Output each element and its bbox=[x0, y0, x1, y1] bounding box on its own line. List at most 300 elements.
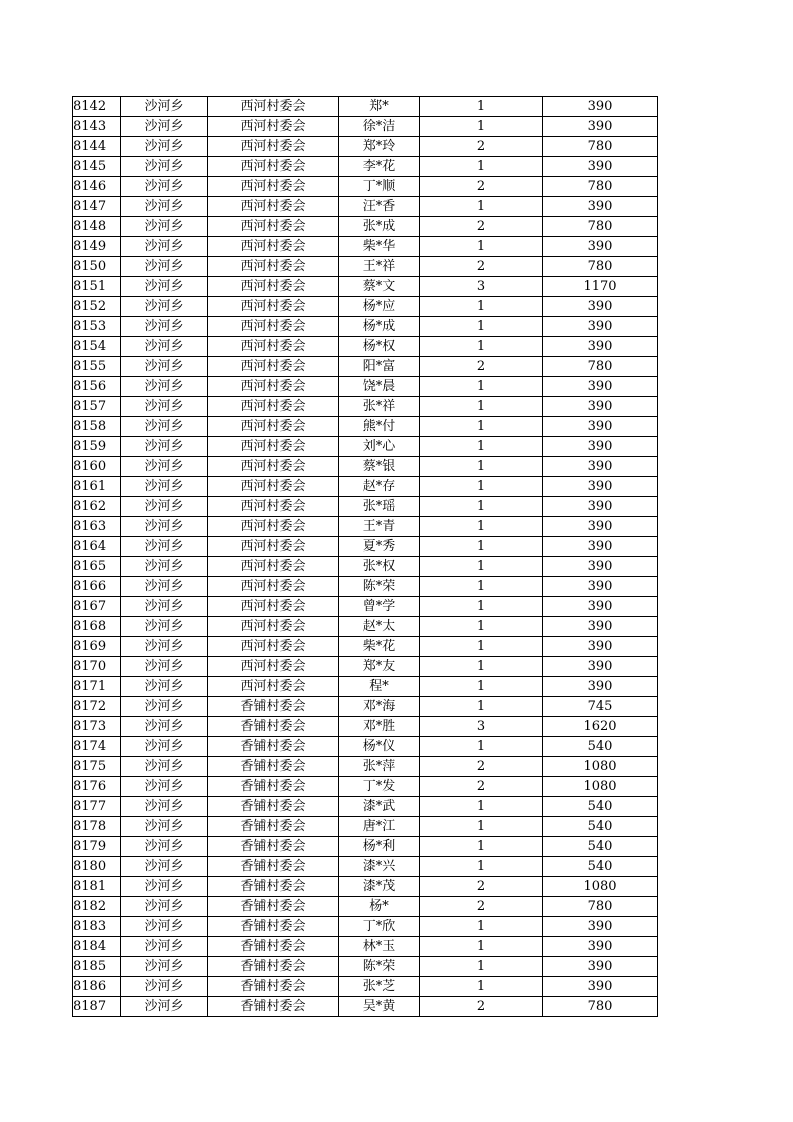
person-name-cell: 郑*玲 bbox=[339, 137, 420, 157]
amount-cell: 390 bbox=[543, 437, 658, 457]
person-name-cell: 漆*武 bbox=[339, 797, 420, 817]
village-committee-cell: 西河村委会 bbox=[208, 417, 339, 437]
township-cell: 沙河乡 bbox=[121, 97, 208, 117]
village-committee-cell: 香铺村委会 bbox=[208, 917, 339, 937]
village-committee-cell: 香铺村委会 bbox=[208, 837, 339, 857]
amount-cell: 540 bbox=[543, 857, 658, 877]
household-count-cell: 1 bbox=[420, 657, 543, 677]
person-name-cell: 刘*心 bbox=[339, 437, 420, 457]
township-cell: 沙河乡 bbox=[121, 217, 208, 237]
table-row bbox=[73, 597, 658, 617]
table-row bbox=[73, 917, 658, 937]
record-id-cell: 8143 bbox=[73, 117, 121, 137]
person-name-cell: 柴*华 bbox=[339, 237, 420, 257]
township-cell: 沙河乡 bbox=[121, 277, 208, 297]
record-id-cell: 8162 bbox=[73, 497, 121, 517]
table-row bbox=[73, 677, 658, 697]
township-cell: 沙河乡 bbox=[121, 317, 208, 337]
record-id-cell: 8183 bbox=[73, 917, 121, 937]
record-id-cell: 8150 bbox=[73, 257, 121, 277]
household-count-cell: 2 bbox=[420, 357, 543, 377]
table-row bbox=[73, 977, 658, 997]
village-committee-cell: 香铺村委会 bbox=[208, 757, 339, 777]
amount-cell: 540 bbox=[543, 817, 658, 837]
township-cell: 沙河乡 bbox=[121, 617, 208, 637]
household-count-cell: 1 bbox=[420, 477, 543, 497]
amount-cell: 390 bbox=[543, 117, 658, 137]
table-row bbox=[73, 757, 658, 777]
household-count-cell: 1 bbox=[420, 377, 543, 397]
village-committee-cell: 西河村委会 bbox=[208, 537, 339, 557]
person-name-cell: 汪*香 bbox=[339, 197, 420, 217]
household-count-cell: 1 bbox=[420, 697, 543, 717]
village-committee-cell: 西河村委会 bbox=[208, 297, 339, 317]
village-committee-cell: 西河村委会 bbox=[208, 617, 339, 637]
amount-cell: 390 bbox=[543, 157, 658, 177]
township-cell: 沙河乡 bbox=[121, 157, 208, 177]
village-committee-cell: 西河村委会 bbox=[208, 137, 339, 157]
household-count-cell: 1 bbox=[420, 117, 543, 137]
amount-cell: 390 bbox=[543, 597, 658, 617]
household-count-cell: 2 bbox=[420, 257, 543, 277]
record-id-cell: 8184 bbox=[73, 937, 121, 957]
record-id-cell: 8176 bbox=[73, 777, 121, 797]
person-name-cell: 张*萍 bbox=[339, 757, 420, 777]
township-cell: 沙河乡 bbox=[121, 297, 208, 317]
amount-cell: 390 bbox=[543, 937, 658, 957]
household-count-cell: 1 bbox=[420, 157, 543, 177]
person-name-cell: 王*青 bbox=[339, 517, 420, 537]
household-count-cell: 2 bbox=[420, 177, 543, 197]
household-count-cell: 1 bbox=[420, 297, 543, 317]
amount-cell: 780 bbox=[543, 997, 658, 1017]
village-committee-cell: 香铺村委会 bbox=[208, 777, 339, 797]
table-row bbox=[73, 157, 658, 177]
person-name-cell: 夏*秀 bbox=[339, 537, 420, 557]
township-cell: 沙河乡 bbox=[121, 237, 208, 257]
amount-cell: 390 bbox=[543, 377, 658, 397]
township-cell: 沙河乡 bbox=[121, 437, 208, 457]
person-name-cell: 郑* bbox=[339, 97, 420, 117]
amount-cell: 390 bbox=[543, 617, 658, 637]
table-row bbox=[73, 337, 658, 357]
township-cell: 沙河乡 bbox=[121, 457, 208, 477]
amount-cell: 390 bbox=[543, 977, 658, 997]
household-count-cell: 1 bbox=[420, 417, 543, 437]
amount-cell: 1620 bbox=[543, 717, 658, 737]
household-count-cell: 1 bbox=[420, 977, 543, 997]
table-row bbox=[73, 217, 658, 237]
table-row bbox=[73, 197, 658, 217]
village-committee-cell: 西河村委会 bbox=[208, 457, 339, 477]
amount-cell: 390 bbox=[543, 577, 658, 597]
amount-cell: 780 bbox=[543, 897, 658, 917]
household-count-cell: 1 bbox=[420, 637, 543, 657]
table-row bbox=[73, 997, 658, 1017]
amount-cell: 540 bbox=[543, 737, 658, 757]
township-cell: 沙河乡 bbox=[121, 737, 208, 757]
person-name-cell: 曾*学 bbox=[339, 597, 420, 617]
record-id-cell: 8164 bbox=[73, 537, 121, 557]
record-id-cell: 8171 bbox=[73, 677, 121, 697]
record-id-cell: 8159 bbox=[73, 437, 121, 457]
record-id-cell: 8177 bbox=[73, 797, 121, 817]
person-name-cell: 丁*发 bbox=[339, 777, 420, 797]
village-committee-cell: 西河村委会 bbox=[208, 497, 339, 517]
household-count-cell: 1 bbox=[420, 597, 543, 617]
village-committee-cell: 西河村委会 bbox=[208, 657, 339, 677]
township-cell: 沙河乡 bbox=[121, 517, 208, 537]
table-row bbox=[73, 937, 658, 957]
township-cell: 沙河乡 bbox=[121, 177, 208, 197]
table-row bbox=[73, 377, 658, 397]
village-committee-cell: 西河村委会 bbox=[208, 177, 339, 197]
amount-cell: 390 bbox=[543, 97, 658, 117]
person-name-cell: 阳*富 bbox=[339, 357, 420, 377]
person-name-cell: 漆*茂 bbox=[339, 877, 420, 897]
household-count-cell: 1 bbox=[420, 97, 543, 117]
village-committee-cell: 西河村委会 bbox=[208, 637, 339, 657]
village-committee-cell: 香铺村委会 bbox=[208, 817, 339, 837]
household-count-cell: 2 bbox=[420, 997, 543, 1017]
village-committee-cell: 西河村委会 bbox=[208, 257, 339, 277]
village-committee-cell: 西河村委会 bbox=[208, 117, 339, 137]
village-committee-cell: 香铺村委会 bbox=[208, 857, 339, 877]
person-name-cell: 杨*成 bbox=[339, 317, 420, 337]
record-id-cell: 8163 bbox=[73, 517, 121, 537]
village-committee-cell: 香铺村委会 bbox=[208, 977, 339, 997]
record-id-cell: 8186 bbox=[73, 977, 121, 997]
person-name-cell: 丁*顺 bbox=[339, 177, 420, 197]
record-id-cell: 8146 bbox=[73, 177, 121, 197]
township-cell: 沙河乡 bbox=[121, 557, 208, 577]
village-committee-cell: 西河村委会 bbox=[208, 397, 339, 417]
village-committee-cell: 西河村委会 bbox=[208, 357, 339, 377]
table-row bbox=[73, 577, 658, 597]
person-name-cell: 赵*太 bbox=[339, 617, 420, 637]
records-table bbox=[72, 96, 658, 1017]
household-count-cell: 1 bbox=[420, 497, 543, 517]
record-id-cell: 8142 bbox=[73, 97, 121, 117]
person-name-cell: 程* bbox=[339, 677, 420, 697]
amount-cell: 745 bbox=[543, 697, 658, 717]
township-cell: 沙河乡 bbox=[121, 397, 208, 417]
household-count-cell: 2 bbox=[420, 217, 543, 237]
household-count-cell: 1 bbox=[420, 337, 543, 357]
township-cell: 沙河乡 bbox=[121, 597, 208, 617]
record-id-cell: 8160 bbox=[73, 457, 121, 477]
household-count-cell: 2 bbox=[420, 137, 543, 157]
person-name-cell: 杨*权 bbox=[339, 337, 420, 357]
table-row bbox=[73, 797, 658, 817]
amount-cell: 540 bbox=[543, 797, 658, 817]
amount-cell: 540 bbox=[543, 837, 658, 857]
person-name-cell: 漆*兴 bbox=[339, 857, 420, 877]
record-id-cell: 8155 bbox=[73, 357, 121, 377]
table-row bbox=[73, 737, 658, 757]
amount-cell: 1170 bbox=[543, 277, 658, 297]
village-committee-cell: 香铺村委会 bbox=[208, 737, 339, 757]
person-name-cell: 邓*胜 bbox=[339, 717, 420, 737]
household-count-cell: 1 bbox=[420, 737, 543, 757]
township-cell: 沙河乡 bbox=[121, 577, 208, 597]
person-name-cell: 吴*黄 bbox=[339, 997, 420, 1017]
township-cell: 沙河乡 bbox=[121, 877, 208, 897]
person-name-cell: 陈*荣 bbox=[339, 577, 420, 597]
record-id-cell: 8187 bbox=[73, 997, 121, 1017]
township-cell: 沙河乡 bbox=[121, 797, 208, 817]
household-count-cell: 3 bbox=[420, 717, 543, 737]
township-cell: 沙河乡 bbox=[121, 137, 208, 157]
table-row bbox=[73, 97, 658, 117]
township-cell: 沙河乡 bbox=[121, 837, 208, 857]
person-name-cell: 唐*江 bbox=[339, 817, 420, 837]
record-id-cell: 8182 bbox=[73, 897, 121, 917]
household-count-cell: 3 bbox=[420, 277, 543, 297]
amount-cell: 390 bbox=[543, 457, 658, 477]
table-row bbox=[73, 817, 658, 837]
table-row bbox=[73, 317, 658, 337]
household-count-cell: 1 bbox=[420, 857, 543, 877]
village-committee-cell: 西河村委会 bbox=[208, 677, 339, 697]
household-count-cell: 1 bbox=[420, 817, 543, 837]
table-row bbox=[73, 257, 658, 277]
amount-cell: 780 bbox=[543, 217, 658, 237]
amount-cell: 390 bbox=[543, 197, 658, 217]
table-row bbox=[73, 617, 658, 637]
township-cell: 沙河乡 bbox=[121, 657, 208, 677]
township-cell: 沙河乡 bbox=[121, 977, 208, 997]
person-name-cell: 蔡*银 bbox=[339, 457, 420, 477]
household-count-cell: 1 bbox=[420, 917, 543, 937]
person-name-cell: 杨* bbox=[339, 897, 420, 917]
person-name-cell: 张*瑶 bbox=[339, 497, 420, 517]
record-id-cell: 8152 bbox=[73, 297, 121, 317]
village-committee-cell: 西河村委会 bbox=[208, 477, 339, 497]
township-cell: 沙河乡 bbox=[121, 817, 208, 837]
township-cell: 沙河乡 bbox=[121, 857, 208, 877]
person-name-cell: 张*祥 bbox=[339, 397, 420, 417]
household-count-cell: 2 bbox=[420, 777, 543, 797]
amount-cell: 390 bbox=[543, 557, 658, 577]
amount-cell: 390 bbox=[543, 337, 658, 357]
village-committee-cell: 西河村委会 bbox=[208, 237, 339, 257]
household-count-cell: 1 bbox=[420, 837, 543, 857]
township-cell: 沙河乡 bbox=[121, 337, 208, 357]
township-cell: 沙河乡 bbox=[121, 477, 208, 497]
household-count-cell: 1 bbox=[420, 237, 543, 257]
village-committee-cell: 西河村委会 bbox=[208, 317, 339, 337]
township-cell: 沙河乡 bbox=[121, 497, 208, 517]
record-id-cell: 8151 bbox=[73, 277, 121, 297]
village-committee-cell: 西河村委会 bbox=[208, 197, 339, 217]
table-row bbox=[73, 957, 658, 977]
table-row bbox=[73, 857, 658, 877]
township-cell: 沙河乡 bbox=[121, 117, 208, 137]
person-name-cell: 徐*洁 bbox=[339, 117, 420, 137]
household-count-cell: 1 bbox=[420, 437, 543, 457]
record-id-cell: 8167 bbox=[73, 597, 121, 617]
record-id-cell: 8147 bbox=[73, 197, 121, 217]
village-committee-cell: 西河村委会 bbox=[208, 557, 339, 577]
amount-cell: 390 bbox=[543, 237, 658, 257]
village-committee-cell: 香铺村委会 bbox=[208, 957, 339, 977]
household-count-cell: 1 bbox=[420, 457, 543, 477]
amount-cell: 390 bbox=[543, 517, 658, 537]
amount-cell: 1080 bbox=[543, 757, 658, 777]
record-id-cell: 8180 bbox=[73, 857, 121, 877]
township-cell: 沙河乡 bbox=[121, 357, 208, 377]
village-committee-cell: 香铺村委会 bbox=[208, 937, 339, 957]
amount-cell: 390 bbox=[543, 497, 658, 517]
person-name-cell: 张*芝 bbox=[339, 977, 420, 997]
village-committee-cell: 香铺村委会 bbox=[208, 797, 339, 817]
household-count-cell: 1 bbox=[420, 317, 543, 337]
table-row bbox=[73, 637, 658, 657]
table-row bbox=[73, 777, 658, 797]
person-name-cell: 杨*利 bbox=[339, 837, 420, 857]
person-name-cell: 蔡*文 bbox=[339, 277, 420, 297]
household-count-cell: 2 bbox=[420, 757, 543, 777]
record-id-cell: 8153 bbox=[73, 317, 121, 337]
record-id-cell: 8158 bbox=[73, 417, 121, 437]
village-committee-cell: 西河村委会 bbox=[208, 597, 339, 617]
table-row bbox=[73, 457, 658, 477]
record-id-cell: 8144 bbox=[73, 137, 121, 157]
record-id-cell: 8165 bbox=[73, 557, 121, 577]
village-committee-cell: 西河村委会 bbox=[208, 97, 339, 117]
person-name-cell: 丁*欣 bbox=[339, 917, 420, 937]
amount-cell: 390 bbox=[543, 957, 658, 977]
table-row bbox=[73, 177, 658, 197]
village-committee-cell: 西河村委会 bbox=[208, 277, 339, 297]
table-row bbox=[73, 137, 658, 157]
amount-cell: 780 bbox=[543, 137, 658, 157]
township-cell: 沙河乡 bbox=[121, 637, 208, 657]
record-id-cell: 8181 bbox=[73, 877, 121, 897]
person-name-cell: 陈*荣 bbox=[339, 957, 420, 977]
amount-cell: 390 bbox=[543, 917, 658, 937]
record-id-cell: 8145 bbox=[73, 157, 121, 177]
village-committee-cell: 香铺村委会 bbox=[208, 997, 339, 1017]
table-row bbox=[73, 837, 658, 857]
record-id-cell: 8157 bbox=[73, 397, 121, 417]
table-row bbox=[73, 417, 658, 437]
amount-cell: 780 bbox=[543, 357, 658, 377]
household-count-cell: 1 bbox=[420, 937, 543, 957]
record-id-cell: 8185 bbox=[73, 957, 121, 977]
township-cell: 沙河乡 bbox=[121, 377, 208, 397]
person-name-cell: 郑*友 bbox=[339, 657, 420, 677]
table-row bbox=[73, 537, 658, 557]
record-id-cell: 8170 bbox=[73, 657, 121, 677]
household-count-cell: 1 bbox=[420, 617, 543, 637]
record-id-cell: 8174 bbox=[73, 737, 121, 757]
village-committee-cell: 香铺村委会 bbox=[208, 897, 339, 917]
person-name-cell: 邓*海 bbox=[339, 697, 420, 717]
household-count-cell: 2 bbox=[420, 897, 543, 917]
amount-cell: 390 bbox=[543, 637, 658, 657]
amount-cell: 390 bbox=[543, 677, 658, 697]
village-committee-cell: 香铺村委会 bbox=[208, 877, 339, 897]
village-committee-cell: 西河村委会 bbox=[208, 157, 339, 177]
village-committee-cell: 西河村委会 bbox=[208, 577, 339, 597]
table-row bbox=[73, 657, 658, 677]
household-count-cell: 2 bbox=[420, 877, 543, 897]
person-name-cell: 杨*应 bbox=[339, 297, 420, 317]
table-row bbox=[73, 877, 658, 897]
village-committee-cell: 香铺村委会 bbox=[208, 717, 339, 737]
person-name-cell: 赵*存 bbox=[339, 477, 420, 497]
table-row bbox=[73, 277, 658, 297]
amount-cell: 390 bbox=[543, 297, 658, 317]
amount-cell: 390 bbox=[543, 657, 658, 677]
record-id-cell: 8169 bbox=[73, 637, 121, 657]
household-count-cell: 1 bbox=[420, 517, 543, 537]
village-committee-cell: 西河村委会 bbox=[208, 377, 339, 397]
record-id-cell: 8175 bbox=[73, 757, 121, 777]
person-name-cell: 林*玉 bbox=[339, 937, 420, 957]
table-row bbox=[73, 477, 658, 497]
table-row bbox=[73, 717, 658, 737]
household-count-cell: 1 bbox=[420, 797, 543, 817]
household-count-cell: 1 bbox=[420, 537, 543, 557]
record-id-cell: 8154 bbox=[73, 337, 121, 357]
table-row bbox=[73, 517, 658, 537]
amount-cell: 1080 bbox=[543, 777, 658, 797]
record-id-cell: 8156 bbox=[73, 377, 121, 397]
township-cell: 沙河乡 bbox=[121, 677, 208, 697]
amount-cell: 1080 bbox=[543, 877, 658, 897]
table-row bbox=[73, 557, 658, 577]
village-committee-cell: 西河村委会 bbox=[208, 517, 339, 537]
table-row bbox=[73, 297, 658, 317]
person-name-cell: 饶*晨 bbox=[339, 377, 420, 397]
table-row bbox=[73, 397, 658, 417]
amount-cell: 390 bbox=[543, 397, 658, 417]
table-row bbox=[73, 357, 658, 377]
township-cell: 沙河乡 bbox=[121, 937, 208, 957]
township-cell: 沙河乡 bbox=[121, 697, 208, 717]
household-count-cell: 1 bbox=[420, 557, 543, 577]
record-id-cell: 8172 bbox=[73, 697, 121, 717]
record-id-cell: 8179 bbox=[73, 837, 121, 857]
township-cell: 沙河乡 bbox=[121, 537, 208, 557]
person-name-cell: 张*成 bbox=[339, 217, 420, 237]
township-cell: 沙河乡 bbox=[121, 197, 208, 217]
township-cell: 沙河乡 bbox=[121, 917, 208, 937]
table-row bbox=[73, 897, 658, 917]
village-committee-cell: 西河村委会 bbox=[208, 217, 339, 237]
table-row bbox=[73, 437, 658, 457]
amount-cell: 390 bbox=[543, 417, 658, 437]
household-count-cell: 1 bbox=[420, 577, 543, 597]
township-cell: 沙河乡 bbox=[121, 997, 208, 1017]
record-id-cell: 8148 bbox=[73, 217, 121, 237]
table-row bbox=[73, 697, 658, 717]
table-row bbox=[73, 117, 658, 137]
township-cell: 沙河乡 bbox=[121, 717, 208, 737]
record-id-cell: 8161 bbox=[73, 477, 121, 497]
township-cell: 沙河乡 bbox=[121, 757, 208, 777]
township-cell: 沙河乡 bbox=[121, 417, 208, 437]
township-cell: 沙河乡 bbox=[121, 897, 208, 917]
person-name-cell: 熊*付 bbox=[339, 417, 420, 437]
person-name-cell: 柴*花 bbox=[339, 637, 420, 657]
township-cell: 沙河乡 bbox=[121, 957, 208, 977]
amount-cell: 390 bbox=[543, 477, 658, 497]
amount-cell: 390 bbox=[543, 317, 658, 337]
